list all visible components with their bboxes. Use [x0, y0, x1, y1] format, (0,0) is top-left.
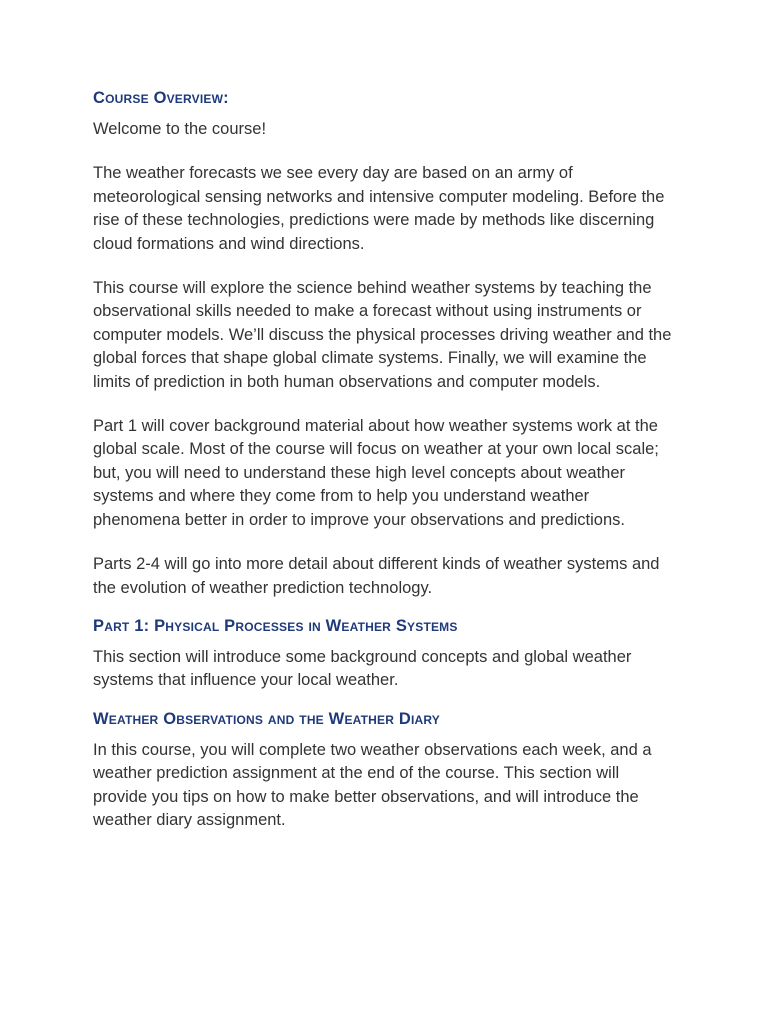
part1-heading: Part 1: Physical Processes in Weather Systems	[93, 616, 458, 635]
part1-intro-paragraph: This section will introduce some background concepts and global weather systems that influence your local weather.	[93, 647, 632, 690]
part1-summary-paragraph: Part 1 will cover background material about how weather systems work at the global scale. Most of the course will focus on weather at your own local scale; but, you will need to understand these high level concepts about weather systems and where they come from to help you understand weather phenomena better in order to improve your observations and predictions.	[93, 417, 659, 529]
course-explore-paragraph: This course will explore the science behind weather systems by teaching the observational skills needed to make a forecast without using instruments or computer models. We’ll discuss the physical processes driving weather and the global forces that shape global climate systems. Finally, we will examine the limits of prediction in both human observations and computer models.	[93, 279, 672, 391]
document-page	[93, 88, 675, 832]
weather-diary-heading: Weather Observations and the Weather Diary	[93, 709, 441, 728]
weather-diary-paragraph: In this course, you will complete two weather observations each week, and a weather prediction assignment at the end of the course. This section will provide you tips on how to make better observations, and will introduce the weather diary assignment.	[93, 740, 652, 829]
welcome-paragraph: Welcome to the course!	[93, 120, 267, 138]
course-overview-heading: Course Overview:	[93, 89, 229, 107]
parts2-4-paragraph: Parts 2-4 will go into more detail about different kinds of weather systems and the evolution of weather prediction technology.	[93, 555, 660, 597]
forecasts-paragraph: The weather forecasts we see every day are based on an army of meteorological sensing networks and intensive computer modeling. Before the rise of these technologies, predictions were made by methods like discerning cloud formations and wind directions.	[93, 164, 665, 253]
